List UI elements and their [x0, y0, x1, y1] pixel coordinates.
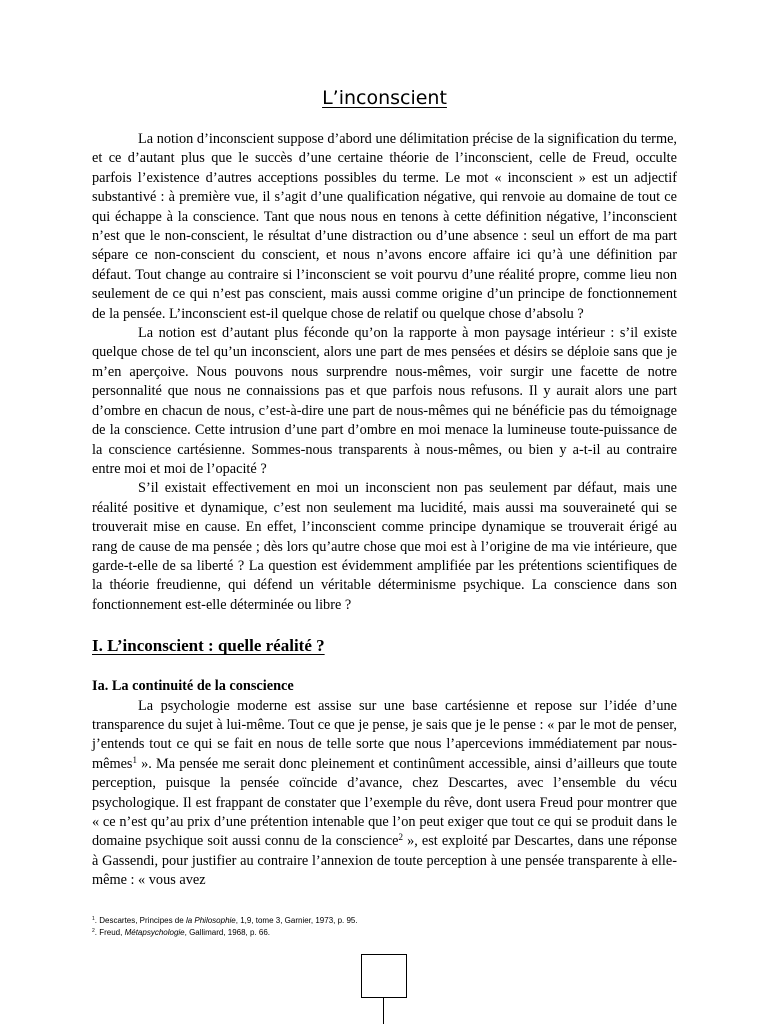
- footnote-2-title: Métapsychologie: [124, 928, 185, 937]
- paragraph-text-part-1: La psychologie moderne est assise sur une base cartésienne et repose sur l’idée d’une transparence du sujet à lui-même. Tout ce que je pense, je sais que je le pense : « par le mot de penser, j’entends tout ce qui se fait en nous de telle sorte que nous l’apercevions immédiatement par nous-mêmes: [92, 697, 677, 772]
- footnote-1-title: la Philosophie: [185, 916, 236, 925]
- footnote-2-mark: 2: [92, 928, 95, 934]
- page-number-box: [361, 954, 407, 998]
- footnote-1-details: , 1,9, tome 3, Garnier, 1973, p. 95.: [235, 916, 358, 925]
- intro-paragraph-1: La notion d’inconscient suppose d’abord une délimitation précise de la signification du terme, et ce d’autant plus que le succès d’une certaine théorie de l’inconscient, celle de Freud, occulte parfois l’existence d’autres acceptions possibles du terme. Le mot « inconscient » est un adjectif substantivé : à première vue, il s’agit d’une qualification négative, qui renvoie au domaine de tout ce qui échappe à la conscience. Tant que nous nous en tenons à cette définition négative, l’inconscient n’est que le non-conscient, le résultat d’une distraction ou d’une absence : seul un effort de ma part sépare ce non-conscient du conscient, et nous n’avons encore affaire ici qu’à une définition par défaut. Tout change au contraire si l’inconscient se voit pourvu d’une réalité propre, comme lieu non seulement de ce qui n’est pas conscient, mais aussi comme origine d’un principe de fonctionnement de la pensée. L’inconscient est-il quelque chose de relatif ou quelque chose d’absolu ?: [92, 131, 677, 322]
- paragraph-text-part-2: ». Ma pensée me serait donc pleinement et continûment accessible, ainsi d’ailleurs que toute perception, puisque la pensée coïncide d’avance, chez Descartes, avec l’ensemble du vécu psychologique. Il est frappant de constater que l’exemple du rêve, dont usera Freud pour montrer que « ce n’est qu’au prix d’une prétention intenable que l’on peut exiger que tout ce qui se produit dans le domaine psychique soit aussi connu de la conscience: [92, 755, 677, 850]
- footnote-2-text: . Freud,: [94, 928, 125, 937]
- page-connector-line: [383, 997, 384, 1024]
- intro-paragraph-2: La notion est d’autant plus féconde qu’on la rapporte à mon paysage intérieur : s’il existe quelque chose de tel qu’un inconscient, alors une part de mes pensées et désirs se déploie sans que je m’en aperçoive. Nous pouvons nous surprendre nous-mêmes, voir surgir une facette de notre personnalité que nous ne connaissions pas et que parfois nous refusons. Il y aurait alors une part d’ombre en chacun de nous, c’est-à-dire une part de nous-mêmes qui ne bénéficie pas du témoignage de la conscience. Cette intrusion d’une part d’ombre en moi menace la lumineuse toute-puissance de la conscience cartésienne. Sommes-nous transparents à nous-mêmes, ou bien y a-t-il au contraire entre moi et moi de l’opacité ?: [92, 325, 677, 477]
- footnote-2-details: , Gallimard, 1968, p. 66.: [184, 928, 271, 937]
- section-paragraph: [92, 697, 677, 891]
- footnote-1-mark: 1: [92, 916, 95, 922]
- paragraph-text-part-3: », est exploité par Descartes, dans une réponse à Gassendi, pour justifier au contraire l’annexion de toute perception à une pensée transparente à elle-même : « vous avez: [92, 833, 677, 889]
- footnote-ref-2: 2: [398, 832, 403, 843]
- footnote-2: [92, 926, 677, 938]
- subsection-heading: Ia. La continuité de la conscience: [92, 678, 294, 695]
- footnote-1: [92, 914, 677, 926]
- document-title: L’inconscient: [322, 87, 447, 109]
- document-body: [92, 130, 677, 891]
- section-heading: I. L’inconscient : quelle réalité ?: [92, 636, 325, 656]
- intro-paragraph-3: S’il existait effectivement en moi un inconscient non pas seulement par défaut, mais une réalité positive et dynamique, c’est non seulement ma lucidité, mais aussi ma souveraineté qui se trouverait mise en cause. En effet, l’inconscient comme principe dynamique se trouverait érigé au rang de cause de ma pensée ; dès lors qu’autre chose que moi est à l’origine de ma vie intérieure, que garde-t-elle de sa liberté ? La question est évidemment amplifiée par les prétentions scientifiques de la théorie freudienne, qui défend un véritable déterminisme psychique. La conscience dans son fonctionnement est-elle déterminée ou libre ?: [92, 480, 677, 613]
- footnotes: [92, 914, 677, 938]
- footnote-1-text: . Descartes, Principes de: [94, 916, 186, 925]
- footnote-ref-1: 1: [132, 754, 137, 765]
